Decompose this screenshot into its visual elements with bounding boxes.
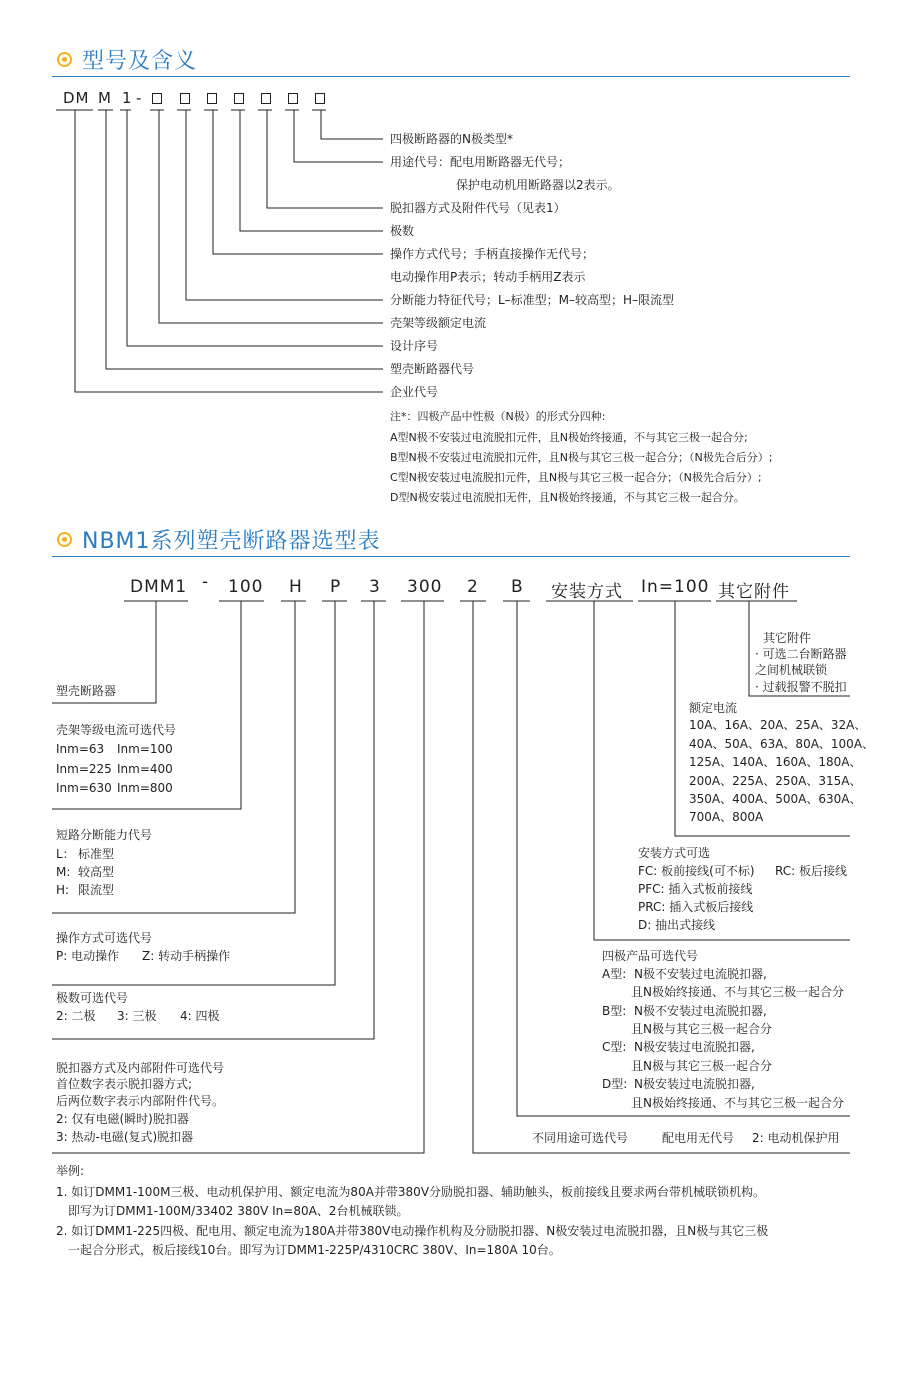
sel-code-release: 300 <box>407 577 443 597</box>
rated-current-row: 10A、16A、20A、25A、32A、 <box>689 718 867 732</box>
frame-opt: Inm=800 <box>117 781 173 795</box>
frame-opt: Inm=225 <box>56 762 112 776</box>
poles-3: 3: 三极 <box>117 1009 157 1023</box>
sel-code-poles: 3 <box>369 577 381 597</box>
desc-frame: 壳架等级额定电流 <box>390 316 487 330</box>
sel-code-install: 安装方式 <box>551 582 623 602</box>
rated-current-row: 125A、140A、160A、180A、 <box>689 755 862 769</box>
breaking-m-text: 较高型 <box>78 865 115 879</box>
accessory-title: 其它附件 <box>763 631 812 645</box>
note-line-0: 注*：四极产品中性极（N极）的形式分四种: <box>390 410 606 423</box>
frame-title: 壳架等级电流可选代号 <box>56 723 177 737</box>
code-dm: DM <box>63 89 90 107</box>
code-dash: - <box>136 89 143 107</box>
npole-c-2: 且N极与其它三极一起合分 <box>631 1059 772 1073</box>
usage-motor: 2: 电动机保护用 <box>752 1131 840 1145</box>
release-line: 首位数字表示脱扣器方式; <box>56 1077 193 1091</box>
example-heading: 举例: <box>56 1164 85 1178</box>
desc-design: 设计序号 <box>390 339 439 353</box>
operation-title: 操作方式可选代号 <box>56 931 153 945</box>
npole-d-label: D型: <box>602 1077 628 1091</box>
desc-operation: 操作方式代号；手柄直接操作无代号； <box>390 247 595 261</box>
rated-current-title: 额定电流 <box>689 701 738 715</box>
npole-c-1: N极安装过电流脱扣器, <box>634 1040 755 1054</box>
sel-code-operation: P <box>330 577 342 597</box>
install-pfc: PFC: 插入式板前接线 <box>638 882 753 896</box>
operation-z: Z: 转动手柄操作 <box>142 949 231 963</box>
frame-opt: Inm=630 <box>56 781 112 795</box>
sel-code-rated: In=100 <box>641 577 710 597</box>
operation-p: P: 电动操作 <box>56 949 120 963</box>
rated-current-row: 350A、400A、500A、630A、 <box>689 792 862 806</box>
breaking-l-code: L： <box>56 847 75 861</box>
desc-poles: 极数 <box>390 224 415 238</box>
release-line: 2: 仅有电磁(瞬时)脱扣器 <box>56 1112 189 1126</box>
rated-current-row: 40A、50A、63A、80A、100A、 <box>689 737 875 751</box>
desc-company: 企业代号 <box>390 385 439 399</box>
desc-npole-type: 四极断路器的N极类型* <box>390 132 513 146</box>
sel-code-accessory: 其它附件 <box>718 582 790 602</box>
npole-a-2: 且N极始终接通、不与其它三极一起合分 <box>631 985 844 999</box>
sel-code-frame: 100 <box>228 577 264 597</box>
rated-current-row: 200A、225A、250A、315A、 <box>689 774 862 788</box>
npole-a-1: N极不安装过电流脱扣器, <box>634 967 767 981</box>
usage-title: 不同用途可选代号 <box>532 1131 629 1145</box>
install-fc: FC: 板前接线(可不标) <box>638 864 755 878</box>
poles-2: 2: 二极 <box>56 1009 96 1023</box>
install-rc: RC: 板后接线 <box>775 864 847 878</box>
note-line-4: D型N极安装过电流脱扣无件，且N极始终接通，不与其它三极一起合分。 <box>390 491 745 504</box>
release-line: 后两位数字表示内部附件代号。 <box>56 1094 225 1108</box>
accessory-item: 之间机械联锁 <box>755 663 828 677</box>
breaking-h-code: H: <box>56 883 70 897</box>
code-m: M <box>98 89 112 107</box>
note-line-1: A型N极不安装过电流脱扣元件，且N极始终接通，不与其它三极一起合分; <box>390 431 748 444</box>
sel-code-dash: - <box>202 572 210 592</box>
frame-opt: Inm=63 <box>56 742 105 756</box>
left-breaker-label: 塑壳断路器 <box>56 684 117 698</box>
npole-b-2: 且N极与其它三极一起合分 <box>631 1022 772 1036</box>
code-1: 1 <box>122 89 133 107</box>
desc-usage: 用途代号：配电用断路器无代号； <box>390 155 571 169</box>
usage-distribution: 配电用无代号 <box>662 1131 735 1145</box>
note-line-2: B型N极不安装过电流脱扣元件，且N极与其它三极一起合分；（N极先合后分）; <box>390 451 773 464</box>
accessory-item: · 可选二台断路器 <box>755 647 847 661</box>
breaking-m-code: M: <box>56 865 71 879</box>
breaking-title: 短路分断能力代号 <box>56 828 153 842</box>
sel-code-dmm1: DMM1 <box>130 577 188 597</box>
example-2: 2. 如订DMM1-225四极、配电用、额定电流为180A并带380V电动操作机构及分励脱扣器、N极安装过电流脱扣器，且N极与其它三极 <box>56 1224 769 1238</box>
npole-b-1: N极不安装过电流脱扣器, <box>634 1004 767 1018</box>
rated-current-row: 700A、800A <box>689 810 764 824</box>
breaking-h-text: 限流型 <box>78 883 115 897</box>
section2-title: NBM1系列塑壳断路器选型表 <box>82 529 381 554</box>
npole-d-2: 且N极始终接通、不与其它三极一起合分 <box>631 1096 844 1110</box>
install-prc: PRC: 插入式板后接线 <box>638 900 754 914</box>
desc-operation-2: 电动操作用P表示；转动手柄用Z表示 <box>390 270 586 284</box>
note-line-3: C型N极安装过电流脱扣元件，且N极与其它三极一起合分；（N极先合后分）; <box>390 471 762 484</box>
install-title: 安装方式可选 <box>638 846 711 860</box>
accessory-item: · 过载报警不脱扣 <box>755 680 847 694</box>
section1-title: 型号及含义 <box>82 49 198 74</box>
release-line: 3: 热动-电磁(复式)脱扣器 <box>56 1130 194 1144</box>
example-2-result: 一起合分形式，板后接线10台。即写为订DMM1-225P/4310CRC 380V、In=180A 10台。 <box>68 1243 561 1257</box>
breaking-l-text: 标准型 <box>78 847 115 861</box>
sel-code-usage: 2 <box>467 577 479 597</box>
example-1: 1. 如订DMM1-100M三极、电动机保护用、额定电流为80A并带380V分励脱扣器、辅助触头，板前接线且要求两台带机械联锁机构。 <box>56 1185 766 1199</box>
desc-breaker-code: 塑壳断路器代号 <box>390 362 475 376</box>
npole-d-1: N极安装过电流脱扣器, <box>634 1077 755 1091</box>
poles-title: 极数可选代号 <box>56 991 129 1005</box>
desc-release: 脱扣器方式及附件代号（见表1） <box>390 201 566 215</box>
npole-c-label: C型: <box>602 1040 627 1054</box>
sel-code-breaking: H <box>289 577 303 597</box>
npole-b-label: B型: <box>602 1004 627 1018</box>
desc-breaking: 分断能力特征代号；L–标准型；M–较高型；H–限流型 <box>390 293 675 307</box>
frame-opt: Inm=100 <box>117 742 173 756</box>
poles-4: 4: 四极 <box>180 1009 220 1023</box>
npole-a-label: A型: <box>602 967 627 981</box>
sel-code-npole: B <box>511 577 524 597</box>
install-d: D: 抽出式接线 <box>638 918 716 932</box>
frame-opt: Inm=400 <box>117 762 173 776</box>
npole-title: 四极产品可选代号 <box>602 949 699 963</box>
example-1-result: 即写为订DMM1-100M/33402 380V In=80A、2台机械联锁。 <box>68 1204 409 1218</box>
release-title: 脱扣器方式及内部附件可选代号 <box>56 1061 225 1075</box>
desc-usage-2: 保护电动机用断路器以2表示。 <box>456 178 620 192</box>
